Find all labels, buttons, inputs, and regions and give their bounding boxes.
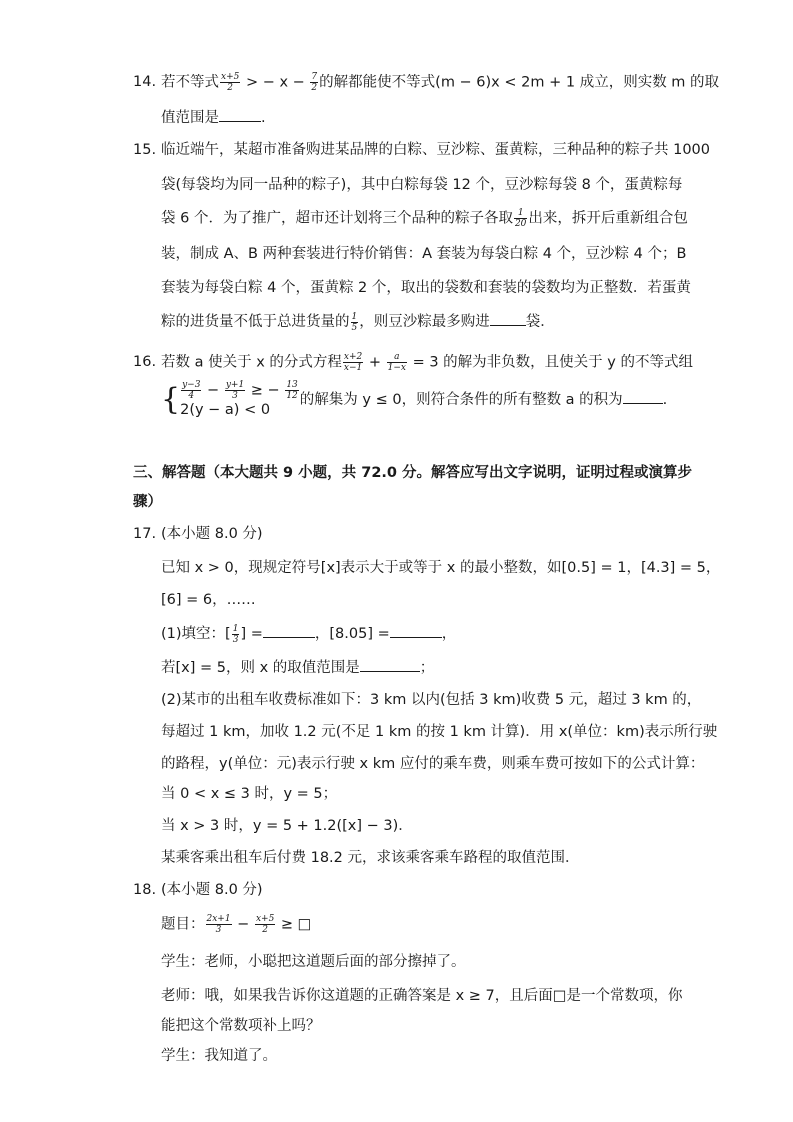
q16-fraction-a: $\frac{x+2}{x-1}$ xyxy=(343,352,363,373)
q18-fraction-b: $\frac{x+5}{2}$ xyxy=(255,914,275,935)
q15-line-6: 粽的进货量不低于总进货量的 $\frac{1}{5}$ ，则豆沙粽最多购进 袋． xyxy=(161,311,555,333)
q16-line-1: 若数 a 使关于 x 的分式方程 $\frac{x+2}{x-1}$ + $\frac{a}{1-x}$ = 3 的解为非负数，且使关于 y 的不等式组 xyxy=(161,352,693,373)
q14-text: 若不等式 xyxy=(161,74,219,91)
q17-line-7: 的路程，y(单位：元)表示行驶 x km 应付的乘车费，则乘车费可按如下的公式计算： xyxy=(161,756,705,772)
q17-line-10: 某乘客乘出租车后付费 18.2 元，求该乘客乘车路程的取值范围． xyxy=(161,850,580,866)
q14-number: 14. xyxy=(133,74,157,90)
answer-blank xyxy=(623,389,663,404)
q17-line-9: 当 x > 3 时，y = 5 + 1.2([x] − 3)． xyxy=(161,818,413,834)
section-heading-cont: 骤） xyxy=(133,494,162,510)
q14-line-1 xyxy=(161,72,719,93)
q17-line-6: 每超过 1 km，加收 1.2 元(不足 1 km 的按 1 km 计算)．用 x(单位：km)表示所行驶 xyxy=(161,724,718,740)
q14-line-2: 值范围是 . xyxy=(161,107,266,128)
blank-box: □ xyxy=(297,916,312,933)
q16-line-2: { $\frac{y-3}{4}$ − $\frac{y+1}{3}$ ≥ − $\frac{13}{12}$ 2(y − a) < 0 的解集为 y ≤ 0，则符合条件的所有整数 a 的积为 . xyxy=(161,380,668,418)
q18-line-5: 学生：我知道了。 xyxy=(161,1048,277,1064)
answer-blank xyxy=(219,107,261,122)
q15-line-4: 装，制成 A、B 两种套装进行特价销售：A 套装为每袋白粽 4 个，豆沙粽 4 个；B xyxy=(161,246,687,262)
q17-line-4: 若[x] = 5，则 x 的取值范围是 ； xyxy=(161,657,434,678)
q15-number: 15. xyxy=(133,142,157,158)
inequality-system: $\frac{y-3}{4}$ − $\frac{y+1}{3}$ ≥ − $\frac{13}{12}$ 2(y − a) < 0 xyxy=(180,380,298,418)
answer-blank xyxy=(390,623,442,638)
q17-line-2: [6] = 6，…… xyxy=(161,592,256,608)
q16-number: 16. xyxy=(133,354,157,370)
section-heading: 三、解答题（本大题共 9 小题，共 72.0 分。解答应写出文字说明，证明过程或演算步 xyxy=(133,465,693,481)
q18-score: (本小题 8.0 分) xyxy=(161,882,263,898)
q15-line-5: 套装为每袋白粽 4 个，蛋黄粽 2 个，取出的袋数和套装的袋数均为正整数．若蛋黄 xyxy=(161,280,691,296)
q18-line-1: 题目： $\frac{2x+1}{3}$ − $\frac{x+5}{2}$ ≥ □ xyxy=(161,914,312,935)
q17-line-1: 已知 x > 0，现规定符号[x]表示大于或等于 x 的最小整数，如[0.5] = 1，[4.3] = 5， xyxy=(161,560,721,576)
q14-fraction-1: $\frac{x+5}{2}$ xyxy=(221,72,240,93)
q18-line-2: 学生：老师，小聪把这道题后面的部分擦掉了。 xyxy=(161,954,466,970)
q17-score: (本小题 8.0 分) xyxy=(161,526,263,542)
q17-number: 17. xyxy=(133,526,157,542)
q18-line-4: 能把这个常数项补上吗？ xyxy=(161,1018,321,1034)
q14-text: 的解都能使不等式(m − 6)x < 2m + 1 成立，则实数 m 的取 xyxy=(319,74,720,91)
q17-line-3: (1)填空：[ $\frac{1}{3}$ ] = ，[8.05] = ， xyxy=(161,623,457,645)
q15-fraction: $\frac{1}{20}$ xyxy=(514,208,527,229)
q18-line-3: 老师：哦，如果我告诉你这道题的正确答案是 x ≥ 7，且后面□是一个常数项，你 xyxy=(161,988,683,1004)
q14-fraction-2: $\frac{7}{2}$ xyxy=(311,72,318,93)
q18-fraction-a: $\frac{2x+1}{3}$ xyxy=(206,914,231,935)
brace-symbol: { xyxy=(161,382,181,417)
q15-fraction-2: $\frac{1}{5}$ xyxy=(351,311,358,333)
q18-number: 18. xyxy=(133,882,157,898)
q14-text: > − x − xyxy=(241,74,310,91)
answer-blank xyxy=(490,311,526,326)
q15-line-3: 袋 6 个．为了推广，超市还计划将三个品种的粽子各取 $\frac{1}{20}$ 出来，拆开后重新组合包 xyxy=(161,208,688,229)
q15-line-1: 临近端午，某超市准备购进某品牌的白粽、豆沙粽、蛋黄粽，三种品种的粽子共 1000 xyxy=(161,142,711,158)
q16-fraction-b: $\frac{a}{1-x}$ xyxy=(387,352,406,373)
q17-line-5: (2)某市的出租车收费标准如下：3 km 以内(包括 3 km)收费 5 元，超过 3 km 的， xyxy=(161,692,702,708)
answer-blank xyxy=(360,657,420,672)
q17-line-8: 当 0 < x ≤ 3 时，y = 5； xyxy=(161,786,338,802)
q17-fraction: $\frac{1}{3}$ xyxy=(232,623,239,645)
answer-blank xyxy=(263,623,315,638)
q15-line-2: 袋(每袋均为同一品种的粽子)，其中白粽每袋 12 个，豆沙粽每袋 8 个，蛋黄粽每 xyxy=(161,177,683,193)
